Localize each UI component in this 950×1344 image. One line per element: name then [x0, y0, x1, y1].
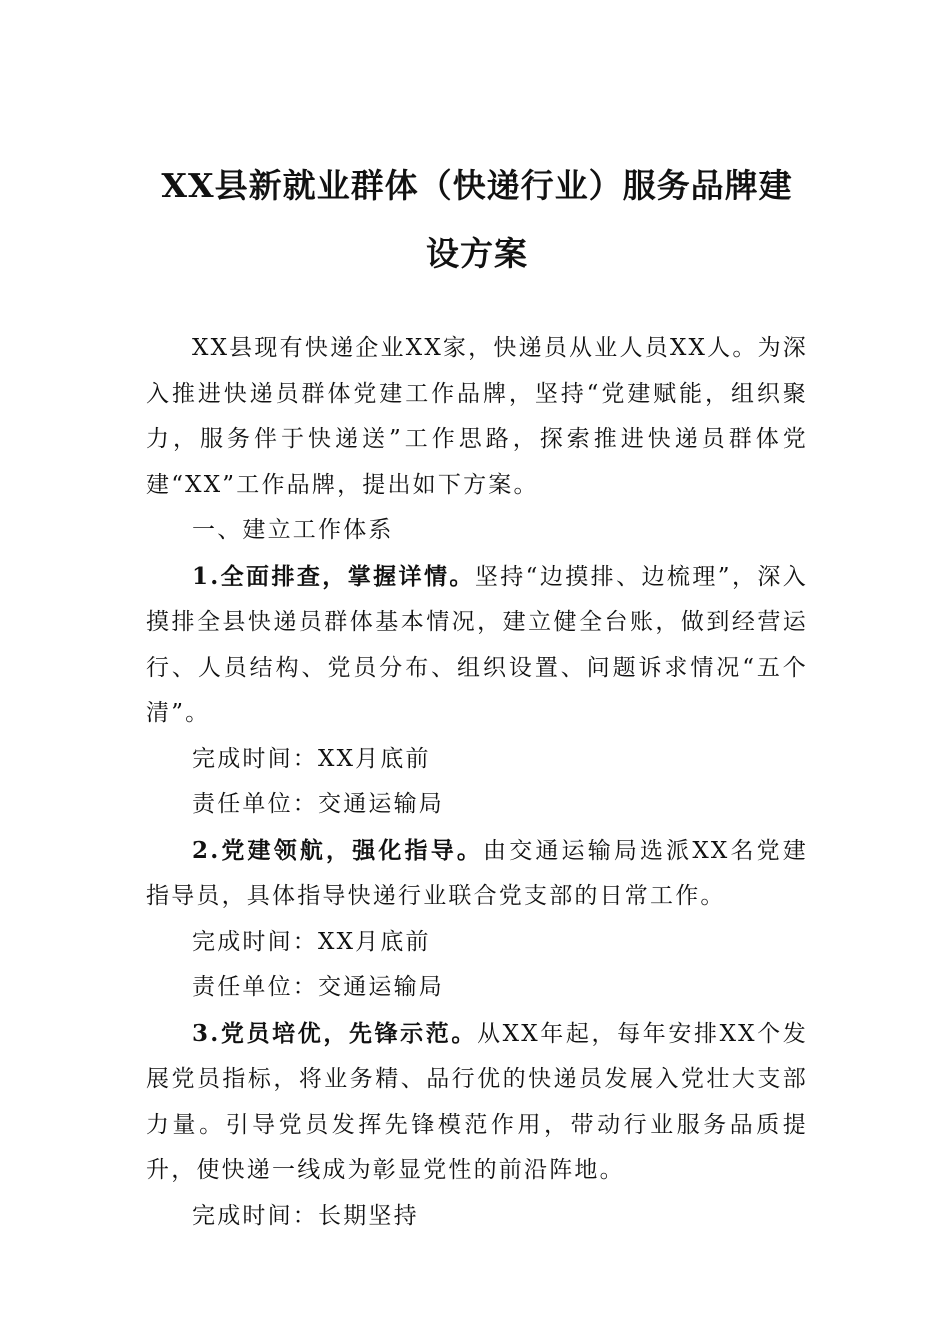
item-paragraph [146, 554, 808, 737]
item-responsible: 责任单位：交通运输局 [192, 791, 444, 817]
item-lead: 2.党建领航，强化指导。 [192, 836, 484, 864]
item-paragraph [146, 828, 808, 920]
document-title: XX县新就业群体（快递行业）服务品牌建设方案 [161, 166, 793, 273]
item-text: 坚持“边摸排、边梳理”，深入摸排全县快递员群体基本情况，建立健全台账，做到经营运行、人员结构、党员分布、组织设置、问题诉求情况“五个清”。 [146, 563, 808, 726]
item-deadline: 完成时间：长期坚持 [192, 1202, 419, 1229]
item-paragraph [146, 1011, 808, 1194]
item-responsible: 责任单位：交通运输局 [192, 974, 444, 1000]
section-heading: 一、建立工作体系 [192, 517, 394, 543]
item-lead: 3.党员培优，先锋示范。 [192, 1019, 478, 1047]
item-text: 由交通运输局选派XX名党建指导员，具体指导快递行业联合党支部的日常工作。 [146, 837, 808, 909]
item-deadline: 完成时间：XX月底前 [192, 745, 431, 772]
item-text: 从XX年起，每年安排XX个发展党员指标，将业务精、品行优的快递员发展入党壮大支部力量。引导党员发挥先锋模范作用，带动行业服务品质提升，使快递一线成为彰显党性的前沿阵地。 [146, 1020, 808, 1183]
item-deadline: 完成时间：XX月底前 [192, 928, 431, 955]
intro-paragraph: XX县现有快递企业XX家，快递员从业人员XX人。为深入推进快递员群体党建工作品牌，坚持“党建赋能，组织聚力，服务伴于快递送”工作思路，探索推进快递员群体党建“XX”工作品牌，提出如下方案。 [146, 335, 808, 498]
item-lead: 1.全面排查，掌握详情。 [192, 562, 475, 590]
document-body [146, 326, 808, 1239]
